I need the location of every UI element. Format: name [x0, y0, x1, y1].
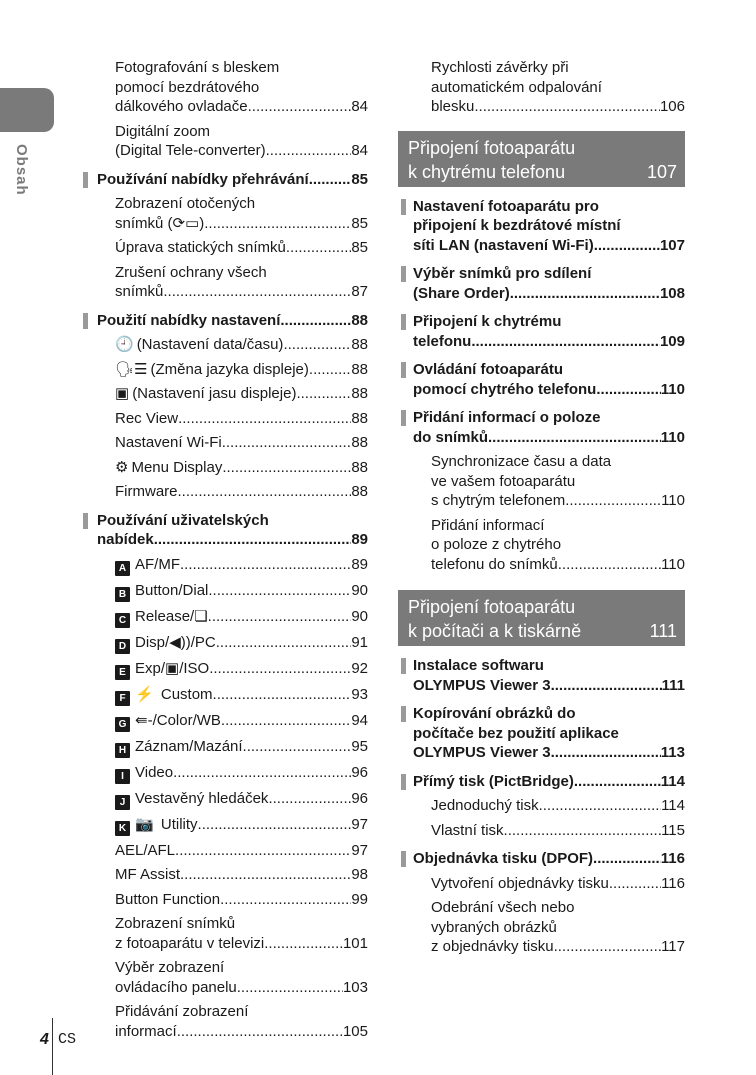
toc-entry[interactable]: Synchronizace času a data ve vašem fotoaparátu s chytrým telefonem ..... 110	[398, 452, 685, 511]
toc-entry[interactable]: Nastavení Wi-Fi ..... 88	[80, 433, 368, 453]
toc-entry[interactable]: A AF/MF ..... 89	[80, 555, 368, 576]
toc-heading[interactable]: Instalace softwaru OLYMPUS Viewer 3 ..... 111	[398, 656, 685, 695]
custom-menu-d-icon: D	[115, 639, 130, 654]
toc-entry[interactable]: Vlastní tisk ..... 115	[398, 821, 685, 841]
toc-entry[interactable]: K 📷 Utility ..... 97	[80, 815, 368, 836]
toc-entry[interactable]: Výběr zobrazení ovládacího panelu ..... 103	[80, 958, 368, 997]
toc-entry[interactable]: Rec View ..... 88	[80, 409, 368, 429]
custom-menu-a-icon: A	[115, 561, 130, 576]
toc-entry[interactable]: Zobrazení otočených snímků (⟳▭) ..... 85	[80, 194, 368, 233]
toc-entry[interactable]: Úprava statických snímků ..... 85	[80, 238, 368, 258]
language-code: CS	[58, 1031, 77, 1048]
sequential-shooting-icon: ❏	[194, 607, 208, 625]
toc-heading[interactable]: Výběr snímků pro sdílení (Share Order) ..... 108	[398, 264, 685, 303]
toc-left-column	[80, 58, 368, 1041]
custom-menu-j-icon: J	[115, 795, 130, 810]
metering-icon: ▣	[165, 659, 180, 677]
toc-entry[interactable]: Odebrání všech nebo vybraných obrázků z objednávky tisku ..... 117	[398, 898, 685, 957]
toc-entry[interactable]: Button Function ..... 99	[80, 890, 368, 910]
footer-divider	[52, 1018, 53, 1075]
toc-heading[interactable]: Připojení k chytrému telefonu ..... 109	[398, 312, 685, 351]
toc-heading[interactable]: Nastavení fotoaparátu pro připojení k bezdrátové místní síti LAN (nastavení Wi-Fi) ..... 107	[398, 197, 685, 256]
toc-entry[interactable]: F ⚡ Custom ..... 93	[80, 685, 368, 706]
toc-entry[interactable]: Přidávání zobrazení informací ..... 105	[80, 1002, 368, 1041]
toc-entry[interactable]: C Release/❏ ..... 90	[80, 607, 368, 628]
section-header[interactable]: Připojení fotoaparátu k chytrému telefonu 107	[398, 131, 685, 187]
toc-heading[interactable]: Používání uživatelských nabídek ..... 89	[80, 511, 368, 550]
toc-heading[interactable]: Používání nabídky přehrávání ..... 85	[80, 170, 368, 190]
toc-heading[interactable]: Objednávka tisku (DPOF) ..... 116	[398, 849, 685, 869]
toc-entry[interactable]: Vytvoření objednávky tisku ..... 116	[398, 874, 685, 894]
toc-entry[interactable]: Digitální zoom (Digital Tele-converter) ..... 84	[80, 122, 368, 161]
clock-icon: 🕘	[115, 336, 134, 353]
custom-menu-c-icon: C	[115, 613, 130, 628]
toc-heading[interactable]: Ovládání fotoaparátu pomocí chytrého telefonu ..... 110	[398, 360, 685, 399]
toc-heading[interactable]: Kopírování obrázků do počítače bez použití aplikace OLYMPUS Viewer 3 ..... 113	[398, 704, 685, 763]
toc-entry[interactable]: Přidání informací o poloze z chytrého telefonu do snímků ..... 110	[398, 516, 685, 575]
toc-heading[interactable]: Přímý tisk (PictBridge) ..... 114	[398, 772, 685, 792]
section-header[interactable]: Připojení fotoaparátu k počítači a k tiskárně 111	[398, 590, 685, 646]
custom-menu-b-icon: B	[115, 587, 130, 602]
toc-entry[interactable]: E Exp/▣/ISO ..... 92	[80, 659, 368, 680]
custom-menu-h-icon: H	[115, 743, 130, 758]
rotate-icon: ⟳▭	[172, 214, 200, 232]
toc-entry[interactable]: B Button/Dial ..... 90	[80, 581, 368, 602]
toc-entry[interactable]: D Disp/◀))/PC ..... 91	[80, 633, 368, 654]
page-number-footer: 4	[40, 1031, 49, 1048]
toc-entry[interactable]: H Záznam/Mazání ..... 95	[80, 737, 368, 758]
custom-menu-e-icon: E	[115, 665, 130, 680]
flash-icon: ⚡	[135, 685, 154, 703]
toc-entry[interactable]: J Vestavěný hledáček ..... 96	[80, 789, 368, 810]
camera-icon: 📷	[135, 815, 154, 833]
section-tab	[0, 88, 54, 132]
custom-menu-f-icon: F	[115, 691, 130, 706]
monitor-brightness-icon: ▣	[115, 385, 130, 402]
toc-entry[interactable]: MF Assist ..... 98	[80, 865, 368, 885]
image-quality-icon: ⇚	[135, 711, 148, 729]
toc-entry[interactable]: Zrušení ochrany všech snímků ..... 87	[80, 263, 368, 302]
custom-menu-i-icon: I	[115, 769, 130, 784]
gear-icon: ⚙	[115, 458, 129, 476]
toc-entry[interactable]: G ⇚-/Color/WB ..... 94	[80, 711, 368, 732]
toc-entry[interactable]: ▣ (Nastavení jasu displeje) ..... 88	[80, 384, 368, 404]
toc-entry[interactable]: 🗣☰ (Změna jazyka displeje) ..... 88	[80, 360, 368, 380]
beep-icon: ◀))	[169, 633, 191, 651]
toc-entry[interactable]: Rychlosti závěrky při automatickém odpalování blesku ..... 106	[398, 58, 685, 117]
toc-entry[interactable]: AEL/AFL ..... 97	[80, 841, 368, 861]
custom-menu-g-icon: G	[115, 717, 130, 732]
toc-entry[interactable]: Jednoduchý tisk ..... 114	[398, 796, 685, 816]
page-number: 84	[351, 98, 368, 115]
language-icon: 🗣☰	[115, 360, 148, 378]
toc-entry[interactable]: ⚙ Menu Display ..... 88	[80, 458, 368, 478]
side-label: Obsah	[13, 144, 30, 196]
toc-entry[interactable]: 🕘 (Nastavení data/času) ..... 88	[80, 335, 368, 355]
toc-entry[interactable]: Firmware ..... 88	[80, 482, 368, 502]
toc-heading[interactable]: Přidání informací o poloze do snímků ..... 110	[398, 408, 685, 447]
custom-menu-k-icon: K	[115, 821, 130, 836]
toc-entry[interactable]: Zobrazení snímků z fotoaparátu v televizi ..... 101	[80, 914, 368, 953]
toc-entry[interactable]: Fotografování s bleskem pomocí bezdrátového dálkového ovladače ..... 84	[80, 58, 368, 117]
toc-right-column	[398, 58, 685, 957]
toc-heading[interactable]: Použití nabídky nastavení ..... 88	[80, 311, 368, 331]
toc-entry[interactable]: I Video ..... 96	[80, 763, 368, 784]
